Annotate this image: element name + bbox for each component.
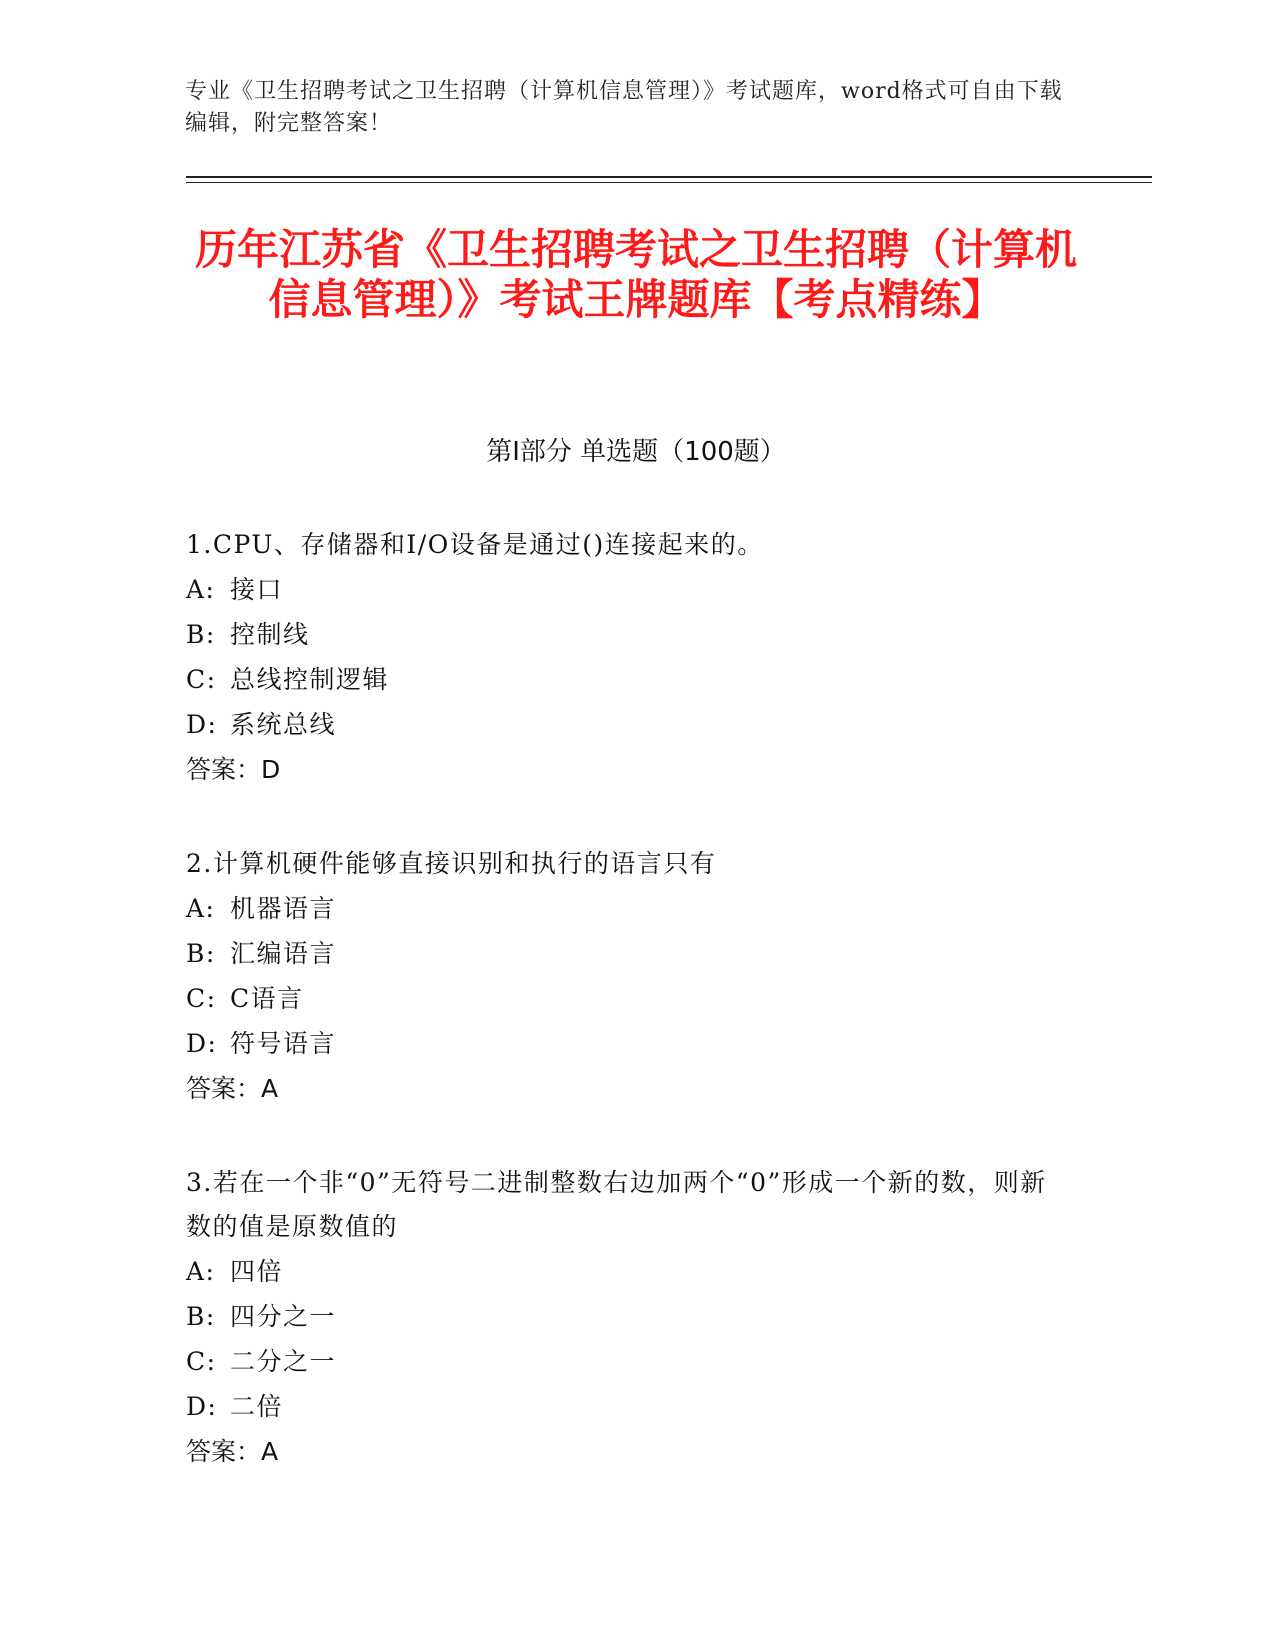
option-label: A:: [186, 1257, 216, 1286]
option-label: A:: [186, 575, 216, 604]
option-text: 控制线: [230, 620, 310, 649]
option-text: 汇编语言: [230, 939, 337, 968]
answer-line: [186, 1066, 1066, 1111]
option-label: C:: [186, 1347, 217, 1376]
option-text: 二分之一: [230, 1347, 337, 1376]
option-label: A:: [186, 894, 216, 923]
option-text: 总线控制逻辑: [230, 665, 390, 694]
option-b: [186, 612, 1066, 657]
option-text: 符号语言: [230, 1029, 337, 1058]
answer-value: A: [261, 1437, 279, 1466]
option-label: D:: [186, 1029, 218, 1058]
answer-label: 答案：: [186, 755, 262, 784]
section-heading: 第Ⅰ部分 单选题（100题）: [486, 437, 786, 467]
option-label: C:: [186, 665, 217, 694]
option-label: B:: [186, 939, 216, 968]
question-stem: 2.计算机硬件能够直接识别和执行的语言只有: [186, 849, 717, 878]
answer-line: [186, 1429, 1066, 1474]
option-d: [186, 1384, 1066, 1429]
answer-line: [186, 747, 1066, 792]
header-note: 专业《卫生招聘考试之卫生招聘（计算机信息管理）》考试题库，word格式可自由下载编辑，附完整答案！: [185, 79, 1063, 136]
header-divider-thin: [186, 182, 1152, 183]
option-d: [186, 1021, 1066, 1066]
option-text: 二倍: [230, 1392, 284, 1421]
option-label: B:: [186, 620, 216, 649]
option-c: [186, 976, 1066, 1021]
option-label: B:: [186, 1302, 216, 1331]
question-stem: 3.若在一个非“0”无符号二进制整数右边加两个“0”形成一个新的数，则新数的值是原数值的: [186, 1168, 1047, 1241]
question-2: [186, 842, 1066, 1111]
option-b: [186, 1294, 1066, 1339]
option-text: 机器语言: [230, 894, 337, 923]
question-1: [186, 523, 1066, 792]
option-a: [186, 886, 1066, 931]
answer-label: 答案：: [186, 1437, 262, 1466]
option-label: C:: [186, 984, 217, 1013]
question-3: [186, 1161, 1066, 1474]
option-c: [186, 657, 1066, 702]
option-text: C语言: [230, 984, 304, 1013]
option-c: [186, 1339, 1066, 1384]
answer-value: D: [261, 755, 281, 784]
option-d: [186, 702, 1066, 747]
question-list: [186, 523, 1066, 1524]
answer-label: 答案：: [186, 1074, 262, 1103]
option-a: [186, 567, 1066, 612]
option-text: 四分之一: [230, 1302, 337, 1331]
answer-value: A: [261, 1074, 279, 1103]
option-text: 系统总线: [230, 710, 337, 739]
option-a: [186, 1249, 1066, 1294]
option-text: 四倍: [230, 1257, 284, 1286]
option-label: D:: [186, 710, 218, 739]
document-title: 历年江苏省《卫生招聘考试之卫生招聘（计算机信息管理）》考试王牌题库【考点精练】: [194, 225, 1077, 324]
header-divider: [186, 176, 1152, 178]
question-stem: 1.CPU、存储器和I/O设备是通过()连接起来的。: [186, 530, 764, 559]
option-label: D:: [186, 1392, 218, 1421]
option-b: [186, 931, 1066, 976]
option-text: 接口: [230, 575, 284, 604]
